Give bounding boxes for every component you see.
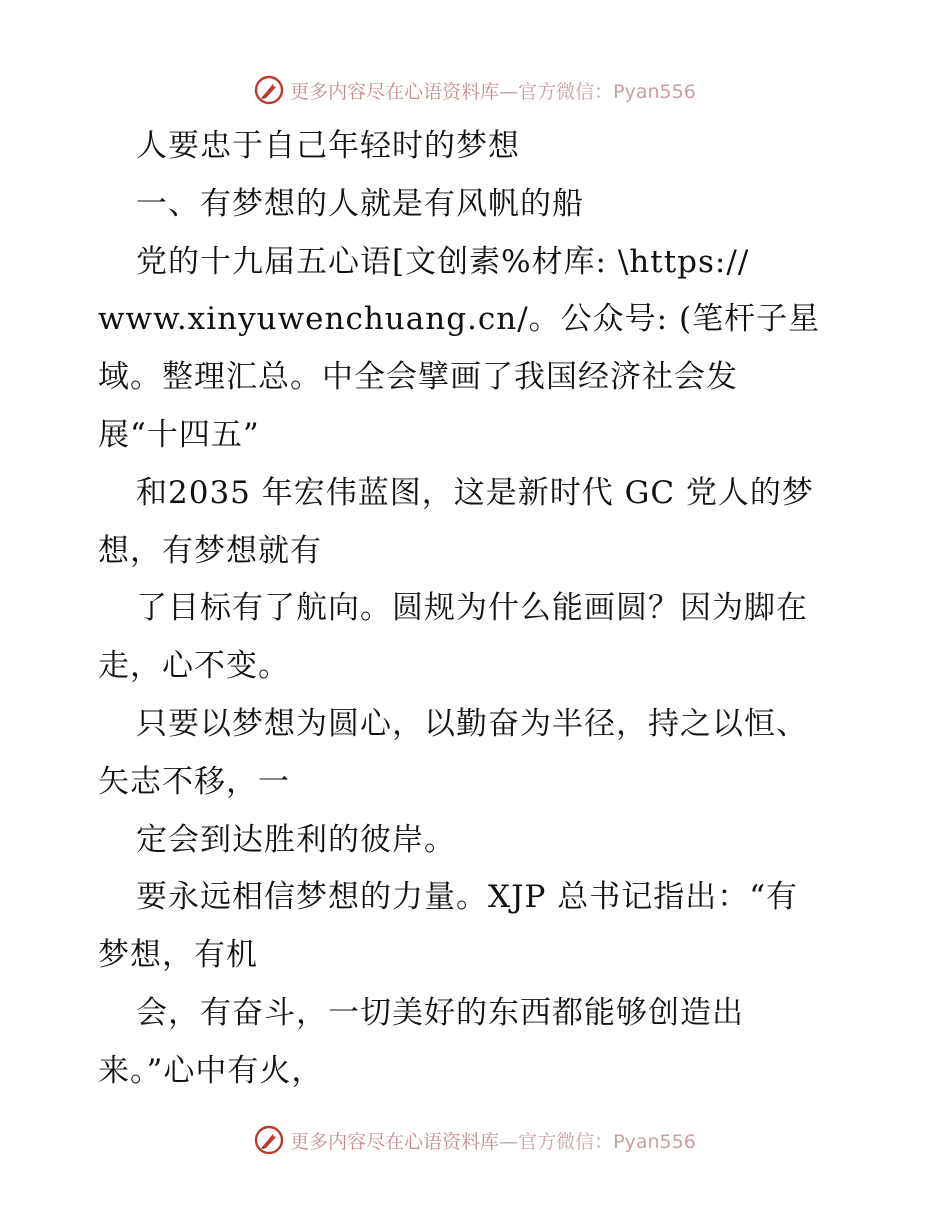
wechat-id: 官方微信：Pyan556 xyxy=(518,80,696,103)
paragraph-line: 来。”心中有火， xyxy=(98,1052,324,1089)
wechat-id: 官方微信：Pyan556 xyxy=(518,1130,696,1153)
paragraph-line: 会，有奋斗，一切美好的东西都能够创造出 xyxy=(136,994,744,1031)
site-name: 更多内容尽在心语资料库 xyxy=(290,80,500,103)
paragraph-line: 想，有梦想就有 xyxy=(98,532,322,569)
paragraph-line: 和2035 年宏伟蓝图，这是新时代 GC 党人的梦 xyxy=(136,474,814,511)
banner-dash: — xyxy=(499,80,519,103)
paragraph-line: 了目标有了航向。圆规为什么能画圆？因为脚在 xyxy=(136,590,808,627)
banner-dash: — xyxy=(499,1130,519,1153)
header-banner xyxy=(0,70,950,110)
paragraph-line: www.xinyuwenchuang.cn/。公众号: (笔杆子星 xyxy=(98,301,821,338)
paragraph-line: 走，心不变。 xyxy=(98,648,290,685)
doc-title: 人要忠于自己年轻时的梦想 xyxy=(136,128,520,164)
paragraph-line: 只要以梦想为圆心，以勤奋为半径，持之以恒、 xyxy=(136,705,808,742)
paragraph-line: 党的十九届五心语[文创素%材库: \https:// xyxy=(136,243,750,280)
section-heading: 一、有梦想的人就是有风帆的船 xyxy=(136,185,584,222)
paragraph-line: 域。整理汇总。中全会擘画了我国经济社会发 xyxy=(98,359,738,396)
paragraph-line: 要永远相信梦想的力量。XJP 总书记指出：“有 xyxy=(136,879,799,916)
paragraph-line: 定会到达胜利的彼岸。 xyxy=(136,821,456,858)
paragraph-line: 展“十四五” xyxy=(98,416,260,453)
header-banner-text xyxy=(290,77,696,104)
pen-logo-icon xyxy=(254,1125,284,1155)
pen-logo-icon xyxy=(254,75,284,105)
site-name: 更多内容尽在心语资料库 xyxy=(290,1130,500,1153)
paragraph-line: 矢志不移，一 xyxy=(98,763,290,800)
document-body xyxy=(98,118,858,1101)
paragraph-line: 梦想，有机 xyxy=(98,937,258,974)
footer-banner xyxy=(0,1120,950,1160)
footer-banner-text xyxy=(290,1127,696,1154)
